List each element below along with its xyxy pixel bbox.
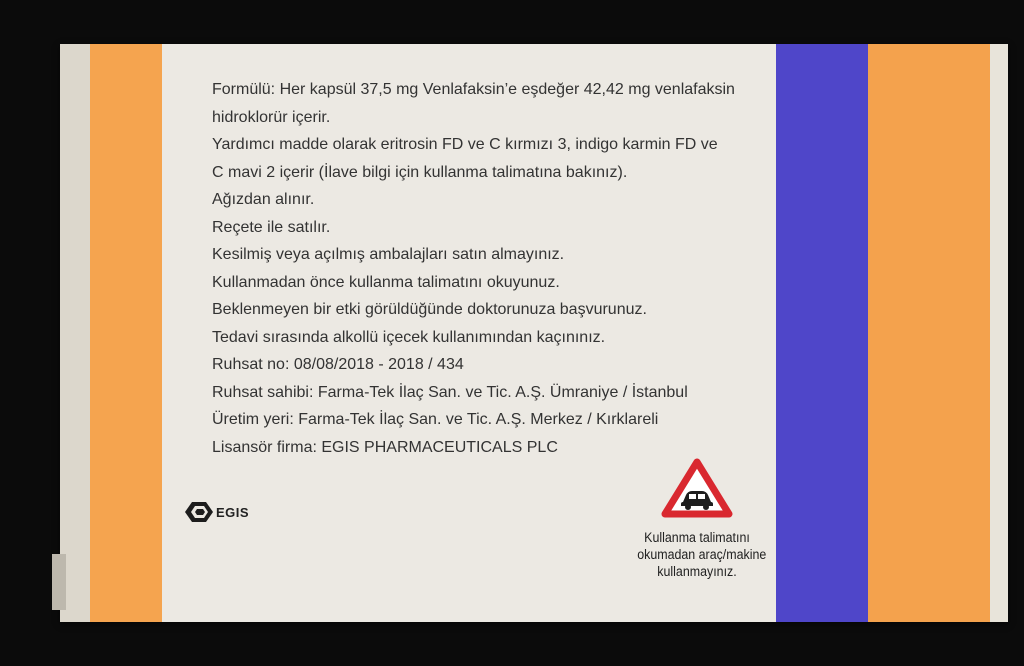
label-line: Ruhsat no: 08/08/2018 - 2018 / 434	[212, 356, 464, 373]
label-line: Kullanmadan önce kullanma talimatını okuyunuz.	[212, 273, 560, 291]
label-line: Ağızdan alınır.	[212, 191, 315, 208]
box-left-edge	[60, 44, 90, 622]
egis-logo-icon	[184, 500, 214, 524]
car-warning-triangle-icon	[661, 458, 733, 518]
orange-stripe-left	[90, 44, 162, 622]
egis-logo	[184, 500, 249, 524]
label-line: Yardımcı madde olarak eritrosin FD ve C kırmızı 3, indigo karmin FD ve	[212, 136, 718, 153]
label-line: Ruhsat sahibi: Farma-Tek İlaç San. ve Tic. A.Ş. Ümraniye / İstanbul	[212, 383, 688, 401]
orange-stripe-right	[868, 44, 990, 622]
warning-line: kullanmayınız.	[657, 564, 737, 579]
label-line: Üretim yeri: Farma-Tek İlaç San. ve Tic. A.Ş. Merkez / Kırklareli	[212, 411, 659, 428]
label-line: Reçete ile satılır.	[212, 218, 331, 236]
warning-line: okumadan araç/makine	[637, 547, 767, 562]
label-line: Kesilmiş veya açılmış ambalajları satın almayınız.	[212, 246, 565, 263]
label-line: Beklenmeyen bir etki görüldüğünde doktorunuza başvurunuz.	[212, 301, 647, 318]
label-line: Tedavi sırasında alkollü içecek kullanımından kaçınınız.	[212, 328, 606, 346]
purple-stripe	[776, 44, 868, 622]
driving-warning	[632, 458, 767, 580]
medicine-box	[60, 44, 1008, 622]
label-panel	[162, 44, 776, 622]
label-line: hidroklorür içerir.	[212, 108, 331, 126]
label-line: C mavi 2 içerir (İlave bilgi için kullanma talimatına bakınız).	[212, 163, 628, 181]
box-right-edge	[990, 44, 1008, 622]
driving-warning-text	[637, 529, 767, 580]
warning-line: Kullanma talimatını	[644, 530, 750, 545]
label-line: Lisansör firma: EGIS PHARMACEUTICALS PLC	[212, 438, 558, 456]
label-text	[212, 76, 735, 461]
label-line: Formülü: Her kapsül 37,5 mg Venlafaksin’e eşdeğer 42,42 mg venlafaksin	[212, 81, 735, 98]
box-flap	[52, 554, 66, 610]
egis-logo-text: EGIS	[216, 504, 250, 520]
